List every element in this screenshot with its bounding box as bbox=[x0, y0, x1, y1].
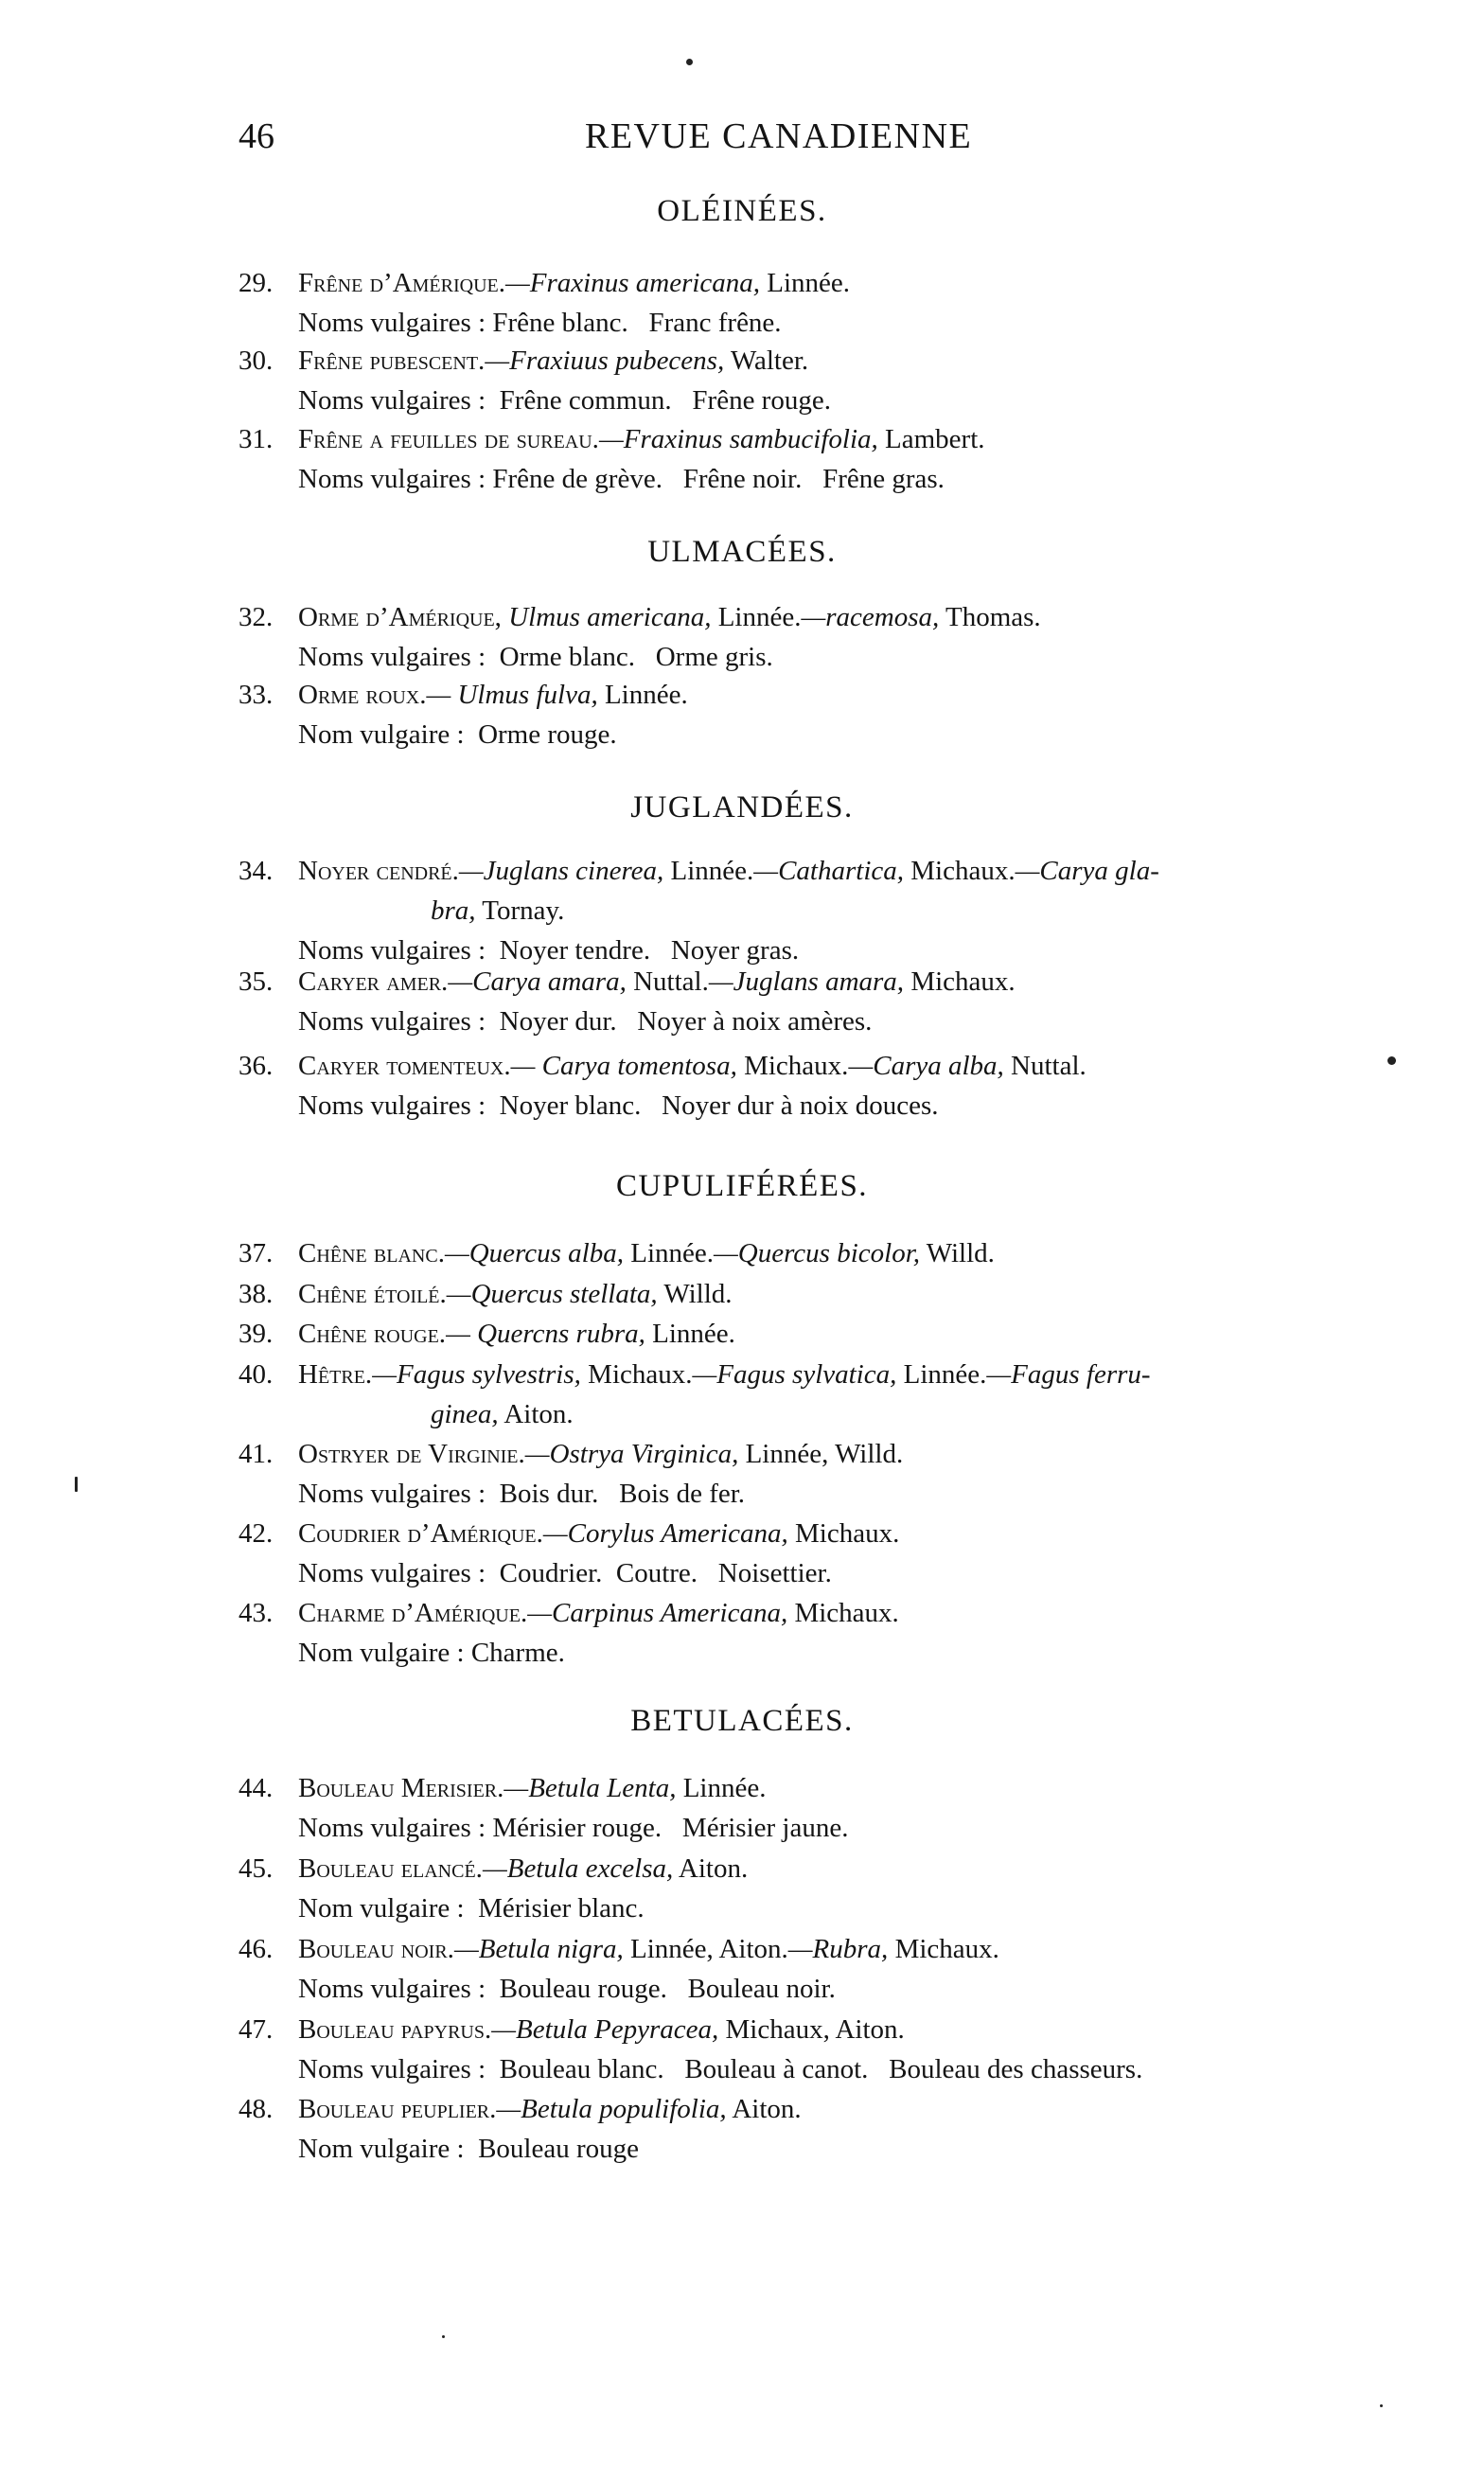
entry-title bbox=[298, 1855, 748, 1883]
latin-name: —Betula nigra, bbox=[453, 1934, 624, 1964]
entry-title bbox=[298, 1520, 899, 1548]
entry-title bbox=[298, 682, 688, 709]
running-title: REVUE CANADIENNE bbox=[585, 116, 973, 156]
common-name: Ostryer de Virginie. bbox=[298, 1439, 525, 1469]
latin-name: —Fraxinus sambucifolia, bbox=[598, 424, 878, 454]
entry-number: 36. bbox=[238, 1051, 274, 1081]
authority: Tornay. bbox=[475, 895, 565, 926]
latin-name: —Fagus sylvestris, bbox=[372, 1359, 581, 1390]
authority: Linnée. bbox=[645, 1319, 735, 1349]
latin-name: —Juglans cinerea, bbox=[458, 856, 664, 886]
common-name: Charme d’Amérique. bbox=[298, 1598, 528, 1628]
vernacular-names: Noms vulgaires : Bois dur. Bois de fer. bbox=[298, 1479, 746, 1509]
common-name: Frêne a feuilles de sureau. bbox=[298, 424, 599, 454]
authority: Michaux. bbox=[904, 966, 1016, 997]
common-name: Chêne blanc. bbox=[298, 1238, 445, 1268]
latin-name: — Quercns rubra, bbox=[446, 1319, 645, 1349]
entry-title bbox=[298, 1240, 995, 1268]
authority: Michaux. bbox=[787, 1518, 900, 1549]
authority: Aiton. bbox=[726, 2094, 802, 2124]
authority: Michaux. bbox=[580, 1359, 693, 1390]
vernacular-names: Noms vulgaires : Noyer dur. Noyer à noix amères. bbox=[298, 1006, 873, 1037]
common-name: Caryer tomenteux. bbox=[298, 1051, 511, 1081]
entry-title bbox=[298, 858, 1159, 885]
common-name: Bouleau papyrus. bbox=[298, 2014, 492, 2045]
entry-title bbox=[298, 1600, 899, 1627]
latin-name: —Carya alba, bbox=[848, 1051, 1004, 1081]
latin-name: — Ulmus fulva, bbox=[426, 680, 598, 710]
entry-number: 29. bbox=[238, 268, 274, 298]
vernacular-names: Noms vulgaires : Coudrier. Coutre. Noisettier. bbox=[298, 1558, 832, 1588]
section-heading: CUPULIFÉRÉES. bbox=[615, 1169, 869, 1203]
latin-name: Ulmus americana, bbox=[501, 602, 712, 632]
entry-number: 43. bbox=[238, 1598, 274, 1628]
entry-number: 44. bbox=[238, 1773, 274, 1803]
authority: Linnée. bbox=[623, 1238, 714, 1268]
common-name: Bouleau elancé. bbox=[298, 1853, 483, 1884]
scan-speck bbox=[75, 1477, 78, 1492]
entry-number: 30. bbox=[238, 346, 274, 376]
entry-title bbox=[298, 2016, 905, 2044]
authority: Michaux. bbox=[888, 1934, 999, 1964]
vernacular-names: Noms vulgaires : Orme blanc. Orme gris. bbox=[298, 642, 773, 672]
entry-number: 38. bbox=[238, 1279, 274, 1309]
entry-title bbox=[298, 1361, 1151, 1389]
authority: Aiton. bbox=[498, 1399, 574, 1429]
section-heading: JUGLANDÉES. bbox=[630, 790, 854, 824]
vernacular-names: Noms vulgaires : Frêne commun. Frêne rouge. bbox=[298, 385, 831, 416]
authority: Walter. bbox=[724, 346, 809, 376]
latin-name: —Cathartica, bbox=[753, 856, 905, 886]
latin-name: —Corylus Americana, bbox=[542, 1518, 788, 1549]
latin-name: —racemosa, bbox=[801, 602, 940, 632]
latin-name: —Betula Lenta, bbox=[504, 1773, 677, 1803]
authority: Michaux. bbox=[904, 856, 1016, 886]
authority: Linnée, Willd. bbox=[738, 1439, 904, 1469]
authority: Lambert. bbox=[877, 424, 985, 454]
authority: Nuttal. bbox=[626, 966, 709, 997]
latin-name: —Quercus bicolor, bbox=[714, 1238, 921, 1268]
authority: Nuttal. bbox=[1003, 1051, 1086, 1081]
authority: Linnée. bbox=[663, 856, 754, 886]
entry-number: 37. bbox=[238, 1238, 274, 1268]
entry-number: 48. bbox=[238, 2094, 274, 2124]
entry-number: 45. bbox=[238, 1853, 274, 1884]
authority: Michaux. bbox=[736, 1051, 849, 1081]
vernacular-names: Noms vulgaires : Noyer tendre. Noyer gras. bbox=[298, 935, 800, 966]
entry-number: 31. bbox=[238, 424, 274, 454]
vernacular-names: Noms vulgaires : Mérisier rouge. Mérisier jaune. bbox=[298, 1813, 849, 1843]
latin-name: —Betula excelsa, bbox=[482, 1853, 674, 1884]
authority: Michaux. bbox=[787, 1598, 899, 1628]
authority: Michaux, Aiton. bbox=[718, 2014, 905, 2045]
entry-number: 32. bbox=[238, 602, 274, 632]
scan-speck bbox=[442, 2335, 445, 2338]
entry-title bbox=[298, 1321, 735, 1348]
vernacular-names: Noms vulgaires : Frêne blanc. Franc frêne. bbox=[298, 308, 782, 338]
common-name: Bouleau peuplier. bbox=[298, 2094, 497, 2124]
entry-title bbox=[298, 426, 985, 453]
vernacular-names: Noms vulgaires : Frêne de grève. Frêne noir. Frêne gras. bbox=[298, 464, 945, 494]
latin-name: —Quercus stellata, bbox=[446, 1279, 658, 1309]
latin-name: —Rubra, bbox=[787, 1934, 889, 1964]
entry-title bbox=[298, 1936, 999, 1963]
latin-name: bra, bbox=[431, 895, 476, 926]
entry-title bbox=[298, 1053, 1086, 1080]
entry-title bbox=[298, 1441, 903, 1468]
entry-number: 40. bbox=[238, 1359, 274, 1390]
latin-name: —Betula Pepyracea, bbox=[491, 2014, 719, 2045]
entry-number: 42. bbox=[238, 1518, 274, 1549]
entry-continuation bbox=[431, 1401, 574, 1428]
entry-number: 46. bbox=[238, 1934, 274, 1964]
vernacular-names: Nom vulgaire : Bouleau rouge bbox=[298, 2134, 639, 2164]
vernacular-names: Nom vulgaire : Charme. bbox=[298, 1638, 565, 1668]
entry-title bbox=[298, 270, 850, 297]
entry-number: 34. bbox=[238, 856, 274, 886]
vernacular-names: Nom vulgaire : Orme rouge. bbox=[298, 719, 617, 750]
scan-speck bbox=[1380, 2404, 1383, 2407]
authority: Linnée, Aiton. bbox=[623, 1934, 788, 1964]
common-name: Bouleau Merisier. bbox=[298, 1773, 504, 1803]
latin-name: ginea, bbox=[431, 1399, 499, 1429]
common-name: Orme d’Amérique, bbox=[298, 602, 502, 632]
authority: Willd. bbox=[657, 1279, 733, 1309]
common-name: Coudrier d’Amérique. bbox=[298, 1518, 543, 1549]
entry-number: 39. bbox=[238, 1319, 274, 1349]
common-name: Caryer amer. bbox=[298, 966, 449, 997]
authority: Linnée. bbox=[896, 1359, 987, 1390]
entry-number: 35. bbox=[238, 966, 274, 997]
latin-name: —Fraxinus americana, bbox=[505, 268, 761, 298]
common-name: Chêne rouge. bbox=[298, 1319, 447, 1349]
entry-number: 33. bbox=[238, 680, 274, 710]
entry-number: 47. bbox=[238, 2014, 274, 2045]
entry-number: 41. bbox=[238, 1439, 274, 1469]
page-header bbox=[0, 115, 1484, 172]
latin-name: —Carya gla- bbox=[1015, 856, 1159, 886]
latin-name: —Fraxiuus pubecens, bbox=[485, 346, 725, 376]
authority: Willd. bbox=[920, 1238, 995, 1268]
common-name: Orme roux. bbox=[298, 680, 427, 710]
vernacular-names: Nom vulgaire : Mérisier blanc. bbox=[298, 1893, 645, 1924]
authority: Linnée. bbox=[676, 1773, 767, 1803]
authority: Aiton. bbox=[673, 1853, 749, 1884]
scan-speck bbox=[686, 59, 693, 65]
scan-speck bbox=[1387, 1056, 1396, 1065]
latin-name: —Ostrya Virginica, bbox=[524, 1439, 739, 1469]
entry-title bbox=[298, 1775, 766, 1802]
common-name: Noyer cendré. bbox=[298, 856, 459, 886]
common-name: Hêtre. bbox=[298, 1359, 373, 1390]
common-name: Chêne étoilé. bbox=[298, 1279, 447, 1309]
latin-name: —Carya amara, bbox=[448, 966, 627, 997]
common-name: Frêne d’Amérique. bbox=[298, 268, 505, 298]
authority: Linnée. bbox=[760, 268, 851, 298]
latin-name: — Carya tomentosa, bbox=[510, 1051, 737, 1081]
latin-name: —Fagus ferru- bbox=[986, 1359, 1151, 1390]
page-number: 46 bbox=[238, 116, 274, 156]
authority: Thomas. bbox=[939, 602, 1041, 632]
entry-continuation bbox=[431, 897, 564, 925]
latin-name: —Betula populifolia, bbox=[496, 2094, 727, 2124]
authority: Linnée. bbox=[711, 602, 802, 632]
entry-title bbox=[298, 1281, 733, 1308]
vernacular-names: Noms vulgaires : Bouleau blanc. Bouleau à canot. Bouleau des chasseurs. bbox=[298, 2054, 1143, 2084]
vernacular-names: Noms vulgaires : Bouleau rouge. Bouleau noir. bbox=[298, 1974, 836, 2004]
section-heading: ULMACÉES. bbox=[647, 535, 837, 569]
latin-name: —Carpinus Americana, bbox=[527, 1598, 788, 1628]
common-name: Bouleau noir. bbox=[298, 1934, 454, 1964]
entry-title bbox=[298, 604, 1041, 631]
latin-name: —Quercus alba, bbox=[444, 1238, 624, 1268]
entry-title bbox=[298, 347, 808, 375]
authority: Linnée. bbox=[597, 680, 688, 710]
entry-title bbox=[298, 2096, 802, 2123]
vernacular-names: Noms vulgaires : Noyer blanc. Noyer dur à noix douces. bbox=[298, 1090, 939, 1121]
latin-name: —Fagus sylvatica, bbox=[692, 1359, 897, 1390]
entry-title bbox=[298, 968, 1016, 996]
section-heading: BETULACÉES. bbox=[630, 1704, 854, 1738]
latin-name: —Juglans amara, bbox=[708, 966, 905, 997]
common-name: Frêne pubescent. bbox=[298, 346, 486, 376]
section-heading: OLÉINÉES. bbox=[657, 194, 827, 228]
